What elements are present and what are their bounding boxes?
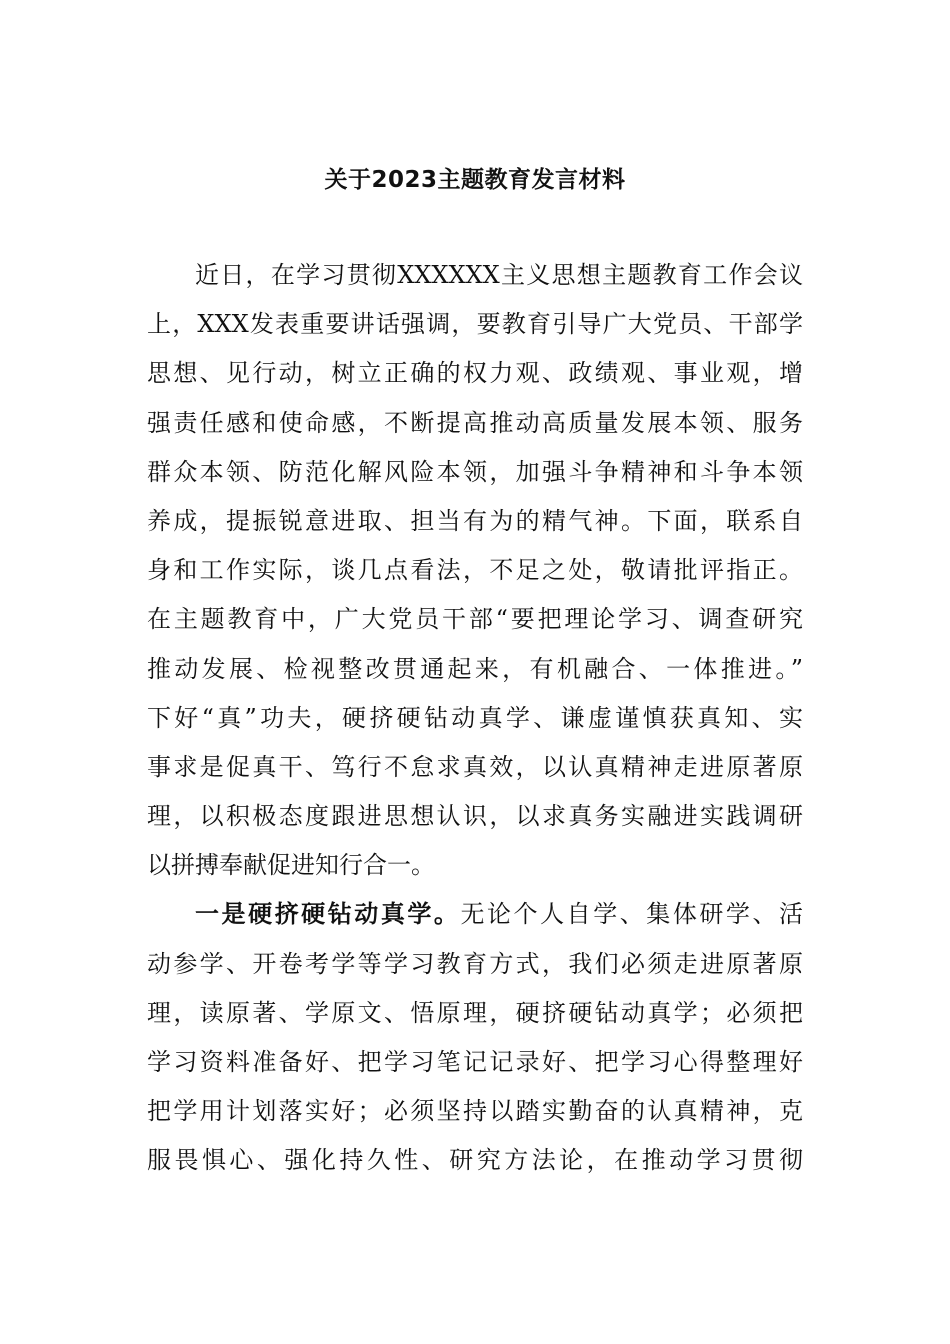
section-heading: 一是硬挤硬钻动真学。 <box>195 900 461 929</box>
text-line: 群众本领、防范化解风险本领，加强斗争精神和斗争本领 <box>147 457 803 486</box>
text-line <box>147 890 803 939</box>
text-line: 下好“真”功夫，硬挤硬钻动真学、谦虚谨慎获真知、实 <box>147 703 803 732</box>
text-line: 事求是促真干、笃行不怠求真效，以认真精神走进原著原 <box>147 752 803 781</box>
paragraph-intro <box>147 251 803 890</box>
text-line: 强责任感和使命感，不断提高推动高质量发展本领、服务 <box>147 408 803 437</box>
paragraph-point-one <box>147 890 803 1185</box>
text-line: 思想、见行动，树立正确的权力观、政绩观、事业观，增 <box>147 359 803 388</box>
text-line: 近日，在学习贯彻XXXXXX主义思想主题教育工作会议 <box>195 261 803 289</box>
text-line: 在主题教育中，广大党员干部“要把理论学习、调查研究 <box>147 605 803 634</box>
text-line: 养成，提振锐意进取、担当有为的精气神。下面，联系自 <box>147 506 803 535</box>
text-line: 理，以积极态度跟进思想认识，以求真务实融进实践调研 <box>147 802 803 831</box>
text-line: 服畏惧心、强化持久性、研究方法论，在推动学习贯彻 <box>147 1146 803 1175</box>
text-line: 上，XXX发表重要讲话强调，要教育引导广大党员、干部学 <box>147 310 803 339</box>
document-body <box>147 251 803 1186</box>
text-line: 把学用计划落实好；必须坚持以踏实勤奋的认真精神，克 <box>147 1097 803 1126</box>
document-title: 关于2023主题教育发言材料 <box>324 167 626 193</box>
text-line: 身和工作实际，谈几点看法，不足之处，敬请批评指正。 <box>147 556 803 585</box>
text-line: 理，读原著、学原文、悟原理，硬挤硬钻动真学；必须把 <box>147 998 803 1027</box>
text-line: 学习资料准备好、把学习笔记记录好、把学习心得整理好 <box>147 1048 803 1076</box>
text-span: 无论个人自学、集体研学、活 <box>460 900 804 929</box>
text-line: 动参学、开卷考学等学习教育方式，我们必须走进原著原 <box>147 949 803 978</box>
text-line: 推动发展、检视整改贯通起来，有机融合、一体推进。” <box>147 654 803 683</box>
text-line: 以拼搏奉献促进知行合一。 <box>147 851 435 880</box>
